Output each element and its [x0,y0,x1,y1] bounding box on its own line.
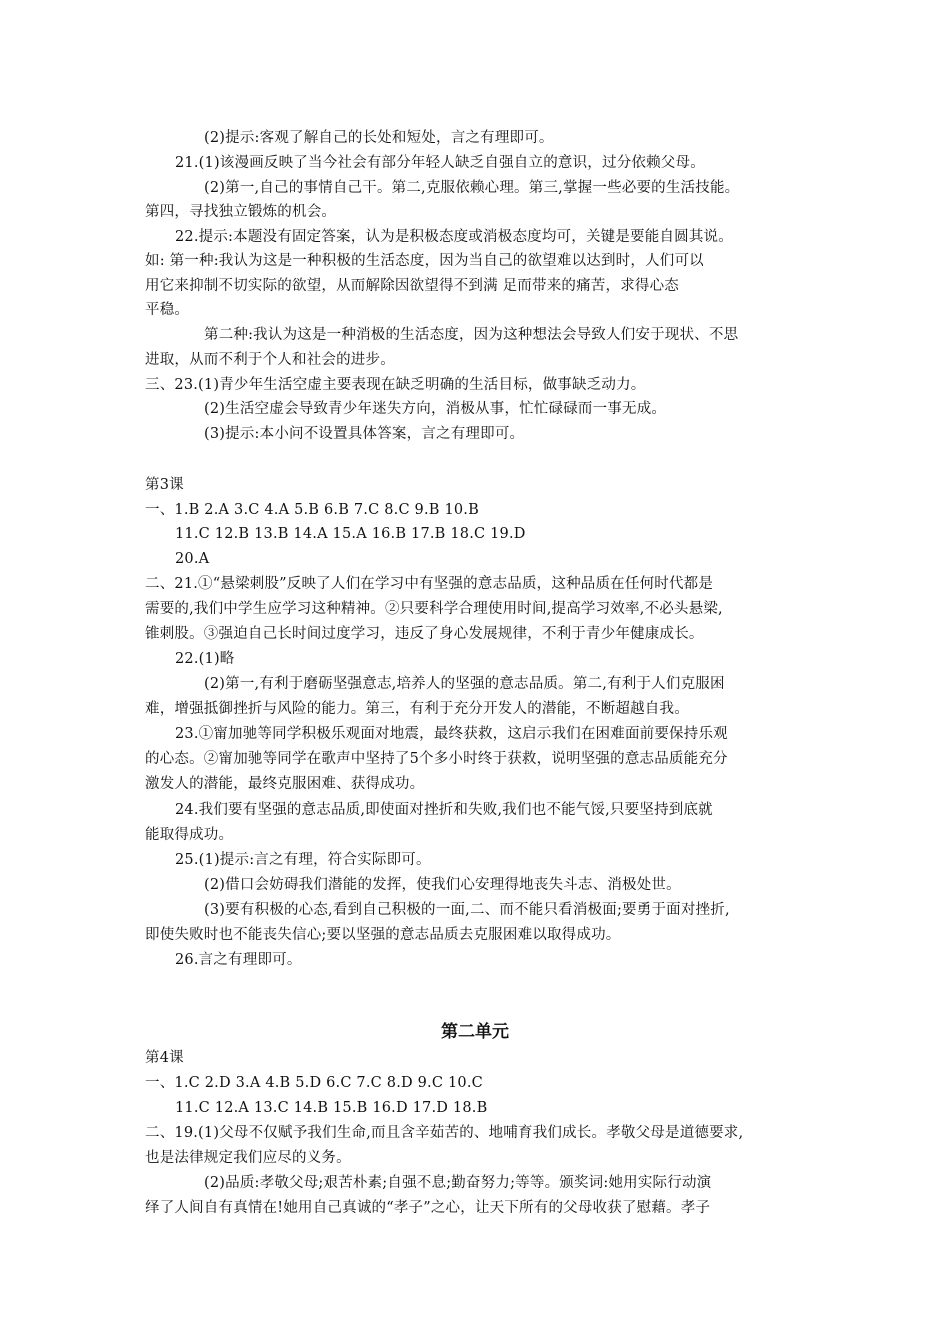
answer-row: 20.A [175,551,210,567]
text-line: 难，增强抵御挫折与风险的能力。第三，有利于充分开发人的潜能，不断超越自我。 [145,701,689,717]
text-line: 需要的,我们中学生应学习这种精神。②只要科学合理使用时间,提高学习效率,不必头悬梁, [145,601,723,617]
text-line: (3)要有积极的心态,看到自己积极的一面,二、而不能只看消极面;要勇于面对挫折, [204,902,730,918]
text-line: 21.(1)该漫画反映了当今社会有部分年轻人缺乏自强自立的意识，过分依赖父母。 [175,155,705,171]
unit-title: 第二单元 [441,1022,509,1042]
text-line: 锥刺股。③强迫自己长时间过度学习，违反了身心发展规律，不利于青少年健康成长。 [145,626,704,642]
text-line: (2)第一,自己的事情自己干。第二,克服依赖心理。第三,掌握一些必要的生活技能。 [204,180,740,196]
text-line: 激发人的潜能，最终克服困难、获得成功。 [145,776,425,792]
text-line: 22.(1)略 [175,651,235,667]
lesson-heading: 第3课 [145,477,184,493]
text-line: 22.提示:本题没有固定答案，认为是积极态度或消极态度均可，关键是要能自圆其说。 [175,229,733,245]
text-line: (2)品质:孝敬父母;艰苦朴素;自强不息;勤奋努力;等等。颁奖词:她用实际行动演 [204,1175,712,1191]
text-line: 二、19.(1)父母不仅赋予我们生命,而且含辛茹苦的、地哺育我们成长。孝敬父母是道德要求, [145,1125,744,1141]
text-line: 三、23.(1)青少年生活空虚主要表现在缺乏明确的生活目标，做事缺乏动力。 [145,377,646,393]
text-line: 即使失败时也不能丧失信心;要以坚强的意志品质去克服困难以取得成功。 [145,927,621,943]
answer-row: 一、1.C 2.D 3.A 4.B 5.D 6.C 7.C 8.D 9.C 10.C [145,1075,483,1091]
text-line: 绎了人间自有真情在!她用自己真诚的“孝子”之心，让天下所有的父母收获了慰藉。孝子 [145,1200,711,1216]
text-line: (2)借口会妨碍我们潜能的发挥，使我们心安理得地丧失斗志、消极处世。 [204,877,681,893]
text-line: 如: 第一种:我认为这是一种积极的生活态度，因为当自己的欲望难以达到时，人们可以 [145,253,704,269]
text-line: 平稳。 [145,302,190,318]
text-line: 进取，从而不利于个人和社会的进步。 [145,352,395,368]
lesson-heading: 第4课 [145,1050,184,1066]
text-line: 第四，寻找独立锻炼的机会。 [145,204,337,220]
text-line: 23.①甯加驰等同学积极乐观面对地震，最终获救，这启示我们在困难面前要保持乐观 [175,726,728,742]
text-line: (3)提示:本小问不设置具体答案，言之有理即可。 [204,426,525,442]
text-line: 26.言之有理即可。 [175,952,302,968]
text-line: 用它来抑制不切实际的欲望，从而解除因欲望得不到满 足而带来的痛苦，求得心态 [145,278,680,294]
text-line: 二、21.①“悬梁刺股”反映了人们在学习中有坚强的意志品质，这种品质在任何时代都是 [145,576,714,592]
text-line: (2)生活空虚会导致青少年迷失方向，消极从事，忙忙碌碌而一事无成。 [204,401,667,417]
answer-row: 一、1.B 2.A 3.C 4.A 5.B 6.B 7.C 8.C 9.B 10.B [145,502,479,518]
text-line: 第二种:我认为这是一种消极的生活态度，因为这种想法会导致人们安于现状、不思 [204,327,739,343]
text-line: 24.我们要有坚强的意志品质,即使面对挫折和失败,我们也不能气馁,只要坚持到底就 [175,802,713,818]
text-line: (2)提示:客观了解自己的长处和短处，言之有理即可。 [204,130,554,146]
text-line: 也是法律规定我们应尽的义务。 [145,1150,351,1166]
text-line: (2)第一,有利于磨砺坚强意志,培养人的坚强的意志品质。第二,有利于人们克服困 [204,676,725,692]
answer-row: 11.C 12.A 13.C 14.B 15.B 16.D 17.D 18.B [175,1100,488,1116]
answer-row: 11.C 12.B 13.B 14.A 15.A 16.B 17.B 18.C 19.D [175,526,526,542]
text-line: 25.(1)提示:言之有理，符合实际即可。 [175,852,431,868]
text-line: 的心态。②甯加驰等同学在歌声中坚持了5个多小时终于获救，说明坚强的意志品质能充分 [145,751,728,767]
text-line: 能取得成功。 [145,827,234,843]
